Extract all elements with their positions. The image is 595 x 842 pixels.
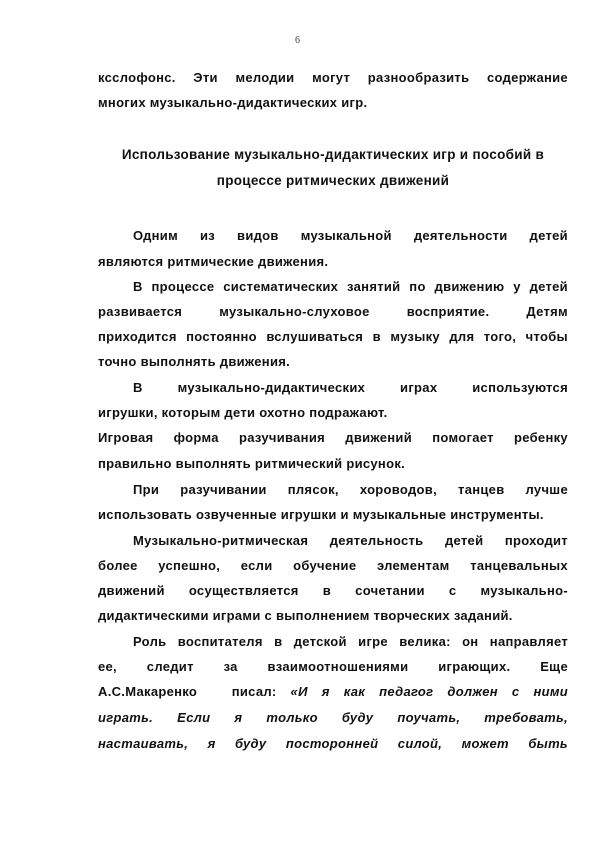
paragraph-1-line-1 (133, 228, 568, 244)
word: танцев (458, 482, 505, 497)
word: силой, (397, 736, 443, 751)
author-attribution (98, 684, 277, 700)
word: танцевальных (470, 558, 568, 573)
paragraph-2-line-2 (98, 304, 568, 320)
word: лучше (525, 482, 568, 497)
word: успешно, (158, 558, 221, 573)
word: должен (447, 684, 498, 699)
word: Роль (133, 634, 167, 649)
word: ребенку (514, 430, 568, 445)
word: в (274, 634, 283, 649)
word: мелодии (235, 70, 295, 85)
word: В (133, 279, 143, 294)
word: чтобы (525, 329, 568, 344)
word: играющих. (438, 659, 511, 674)
quote-start (291, 684, 568, 700)
intro-line-1 (98, 70, 568, 86)
word: музыку (390, 329, 440, 344)
word: музыкально-слуховое (219, 304, 370, 319)
paragraph-2-line-4: точно выполнять движения. (98, 354, 291, 369)
word: деятельность (329, 533, 424, 548)
word: движений (98, 583, 165, 598)
word: воспитателя (177, 634, 263, 649)
paragraph-7-line-2 (98, 659, 568, 675)
word: помогает (432, 430, 494, 445)
word: систематических (223, 279, 339, 294)
paragraph-7-line-1 (133, 634, 568, 650)
word: буду (235, 736, 267, 751)
word: развивается (98, 304, 183, 319)
word: могут (312, 70, 351, 85)
paragraph-7-line-3 (98, 684, 568, 700)
word: используются (472, 380, 568, 395)
word: При (133, 482, 160, 497)
word: в (372, 329, 381, 344)
word: направляет (489, 634, 568, 649)
word: с (511, 684, 520, 699)
word: детей (529, 228, 568, 243)
word: приходится (98, 329, 177, 344)
word: если (240, 558, 273, 573)
word: он (462, 634, 479, 649)
paragraph-2-line-3 (98, 329, 568, 345)
paragraph-2-line-1 (133, 279, 568, 295)
paragraph-6-line-4: дидактическими играми с выполнением творческих заданий. (98, 608, 513, 623)
word: я (321, 684, 330, 699)
word: игре (358, 634, 388, 649)
word: писал: (231, 684, 277, 699)
word: музыкальной (300, 228, 392, 243)
word: форма (173, 430, 219, 445)
word: Игровая (98, 430, 154, 445)
word: Эти (193, 70, 218, 85)
word: педагог (379, 684, 434, 699)
word: вслушиваться (266, 329, 364, 344)
word: обучение (293, 558, 357, 573)
word: разучивании (180, 482, 267, 497)
word: движений (345, 430, 413, 445)
word: быть (528, 736, 568, 751)
word: занятий (347, 279, 401, 294)
word: того, (483, 329, 517, 344)
word: я (207, 736, 216, 751)
paragraph-3-line-1 (133, 380, 568, 396)
paragraph-5-line-1 (133, 482, 568, 498)
word: хороводов, (359, 482, 437, 497)
paragraph-4-line-2: правильно выполнять ритмический рисунок. (98, 456, 406, 471)
word: ними (533, 684, 568, 699)
word: ее, (98, 659, 117, 674)
word: проходит (504, 533, 568, 548)
word: взаимоотношениями (267, 659, 409, 674)
word: «И (290, 684, 308, 699)
word: Музыкально-ритмическая (133, 533, 309, 548)
word: велика: (399, 634, 451, 649)
word: более (98, 558, 138, 573)
word: для (449, 329, 475, 344)
word: сочетании (355, 583, 425, 598)
word: я (234, 710, 243, 725)
word: Если (177, 710, 211, 725)
word: ксслофонс. (98, 70, 176, 85)
word: за (223, 659, 238, 674)
word: с (448, 583, 457, 598)
word: буду (341, 710, 374, 725)
word: разнообразить (367, 70, 470, 85)
word: как (343, 684, 366, 699)
section-heading-line-1: Использование музыкально-дидактических игр и пособий в (121, 147, 545, 162)
word: может (461, 736, 509, 751)
word: в (322, 583, 332, 598)
section-heading-line-2: процессе ритмических движений (216, 173, 450, 188)
word: посторонней (285, 736, 379, 751)
word: восприятие. (406, 304, 490, 319)
paragraph-5-line-2: использовать озвученные игрушки и музыкальные инструменты. (98, 507, 544, 522)
word: А.С.Макаренко (98, 684, 198, 699)
word: музыкально-дидактических (177, 380, 366, 395)
word: Детям (526, 304, 568, 319)
word: только (266, 710, 318, 725)
word: поучать, (397, 710, 461, 725)
word: осуществляется (188, 583, 299, 598)
word: Еще (540, 659, 568, 674)
word: требовать, (484, 710, 568, 725)
paragraph-4-line-1 (98, 430, 568, 446)
paragraph-1-line-2: являются ритмические движения. (98, 254, 329, 269)
word: элементам (376, 558, 450, 573)
word: детей (444, 533, 484, 548)
word: видов (237, 228, 279, 243)
word: детей (529, 279, 568, 294)
word: музыкально- (480, 583, 568, 598)
word: играть. (98, 710, 154, 725)
word: играх (400, 380, 438, 395)
word: движению (434, 279, 505, 294)
paragraph-7-line-4 (98, 710, 568, 726)
word: разучивания (238, 430, 326, 445)
word: у (513, 279, 521, 294)
word: детской (293, 634, 347, 649)
paragraph-3-line-2: игрушки, которым дети охотно подражают. (98, 405, 388, 420)
word: из (200, 228, 216, 243)
paragraph-6-line-3 (98, 583, 568, 599)
word: постоянно (186, 329, 257, 344)
word: деятельности (413, 228, 508, 243)
paragraph-7-line-5 (98, 736, 568, 752)
word: процессе (151, 279, 215, 294)
word: плясок, (287, 482, 339, 497)
page-number: 6 (295, 35, 300, 46)
word: В (133, 380, 143, 395)
intro-line-2: многих музыкально-дидактических игр. (98, 95, 368, 110)
word: следит (146, 659, 194, 674)
word: настаивать, (98, 736, 189, 751)
word: содержание (487, 70, 568, 85)
paragraph-6-line-2 (98, 558, 568, 574)
word: Одним (133, 228, 179, 243)
word: по (409, 279, 426, 294)
paragraph-6-line-1 (133, 533, 568, 549)
